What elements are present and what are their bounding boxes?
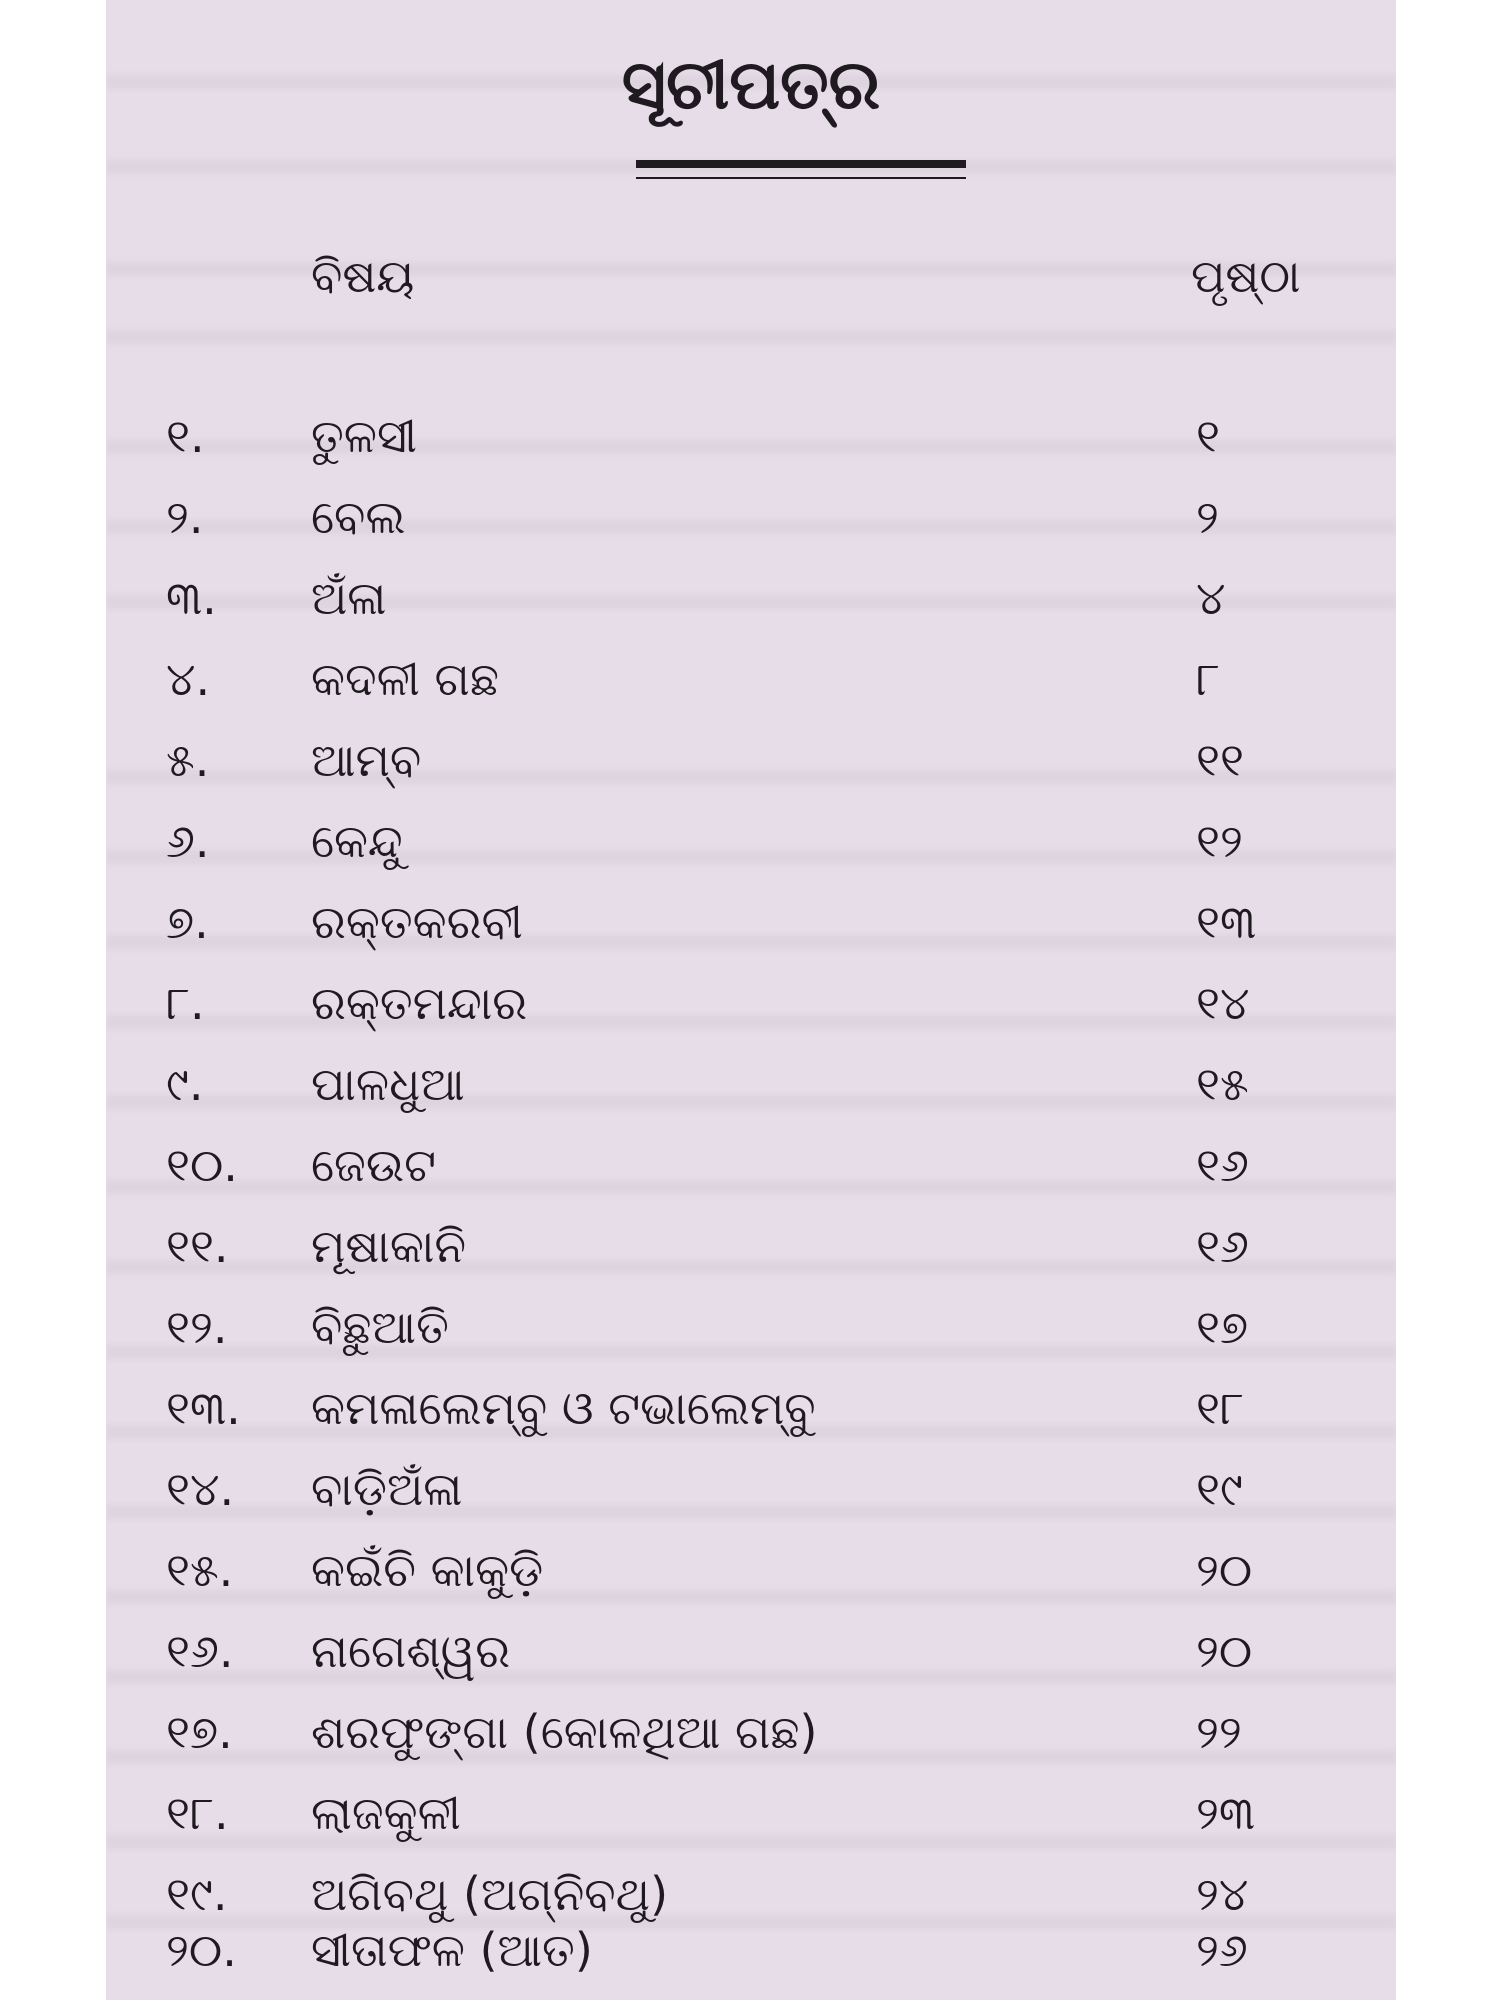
entry-subject: ପାଳଧୁଆ	[311, 1057, 465, 1111]
entry-subject: ଲାଜକୁଳୀ	[311, 1786, 461, 1840]
entry-subject: କଦଳୀ ଗଛ	[311, 652, 499, 706]
entry-page: ୧୯	[1196, 1462, 1243, 1516]
entry-page: ୧	[1196, 409, 1220, 463]
entry-subject: ରକ୍ତମନ୍ଦାର	[311, 976, 528, 1030]
page-column-header: ପୃଷ୍ଠା	[1191, 249, 1301, 303]
entry-number: ୧୨.	[166, 1300, 228, 1354]
table-header	[106, 241, 1396, 311]
entry-page: ୧୬	[1196, 1219, 1249, 1273]
entry-number: ୬.	[166, 814, 210, 868]
entry-subject: ଶରଫୁଙ୍ଗା (କୋଳଥିଆ ଗଛ)	[311, 1705, 818, 1759]
toc-entry	[106, 1697, 1396, 1767]
entry-subject: କଇଁଚି କାକୁଡ଼ି	[311, 1543, 544, 1597]
entry-number: ୧୪.	[166, 1462, 235, 1516]
toc-entry	[106, 482, 1396, 552]
entry-page: ୨୬	[1196, 1923, 1248, 1977]
entry-subject: ରକ୍ତକରବୀ	[311, 895, 523, 949]
entry-subject: ବିଛୁଆତି	[311, 1300, 449, 1354]
entry-page: ୨	[1196, 490, 1219, 544]
entry-subject: ଅଗିବଥୁ (ଅଗ୍ନିବଥୁ)	[311, 1867, 669, 1921]
entry-page: ୧୨	[1196, 814, 1243, 868]
entry-subject: ଆମ୍ବ	[311, 733, 422, 787]
toc-entry	[106, 1778, 1396, 1848]
toc-entry	[106, 1454, 1396, 1524]
entry-subject: କମଳାଲେମ୍ବୁ ଓ ଟଭାଲେମ୍ବୁ	[311, 1381, 816, 1435]
entry-page: ୧୮	[1196, 1381, 1244, 1435]
entry-number: ୧୫.	[166, 1543, 234, 1597]
entry-page: ୧୩	[1196, 895, 1257, 949]
entry-subject: ମୂଷାକାନି	[311, 1219, 467, 1273]
entry-subject: ଅଁଳା	[311, 571, 387, 625]
entry-page: ୧୬	[1196, 1138, 1249, 1192]
entry-page: ୨୪	[1196, 1867, 1249, 1921]
entry-subject: ଜେଉଟ	[311, 1138, 437, 1192]
entry-number: ୧୮.	[166, 1786, 229, 1840]
bleed-through-line	[106, 330, 1396, 344]
title-underline-thick	[636, 160, 966, 168]
entry-number: ୪.	[166, 652, 211, 706]
toc-entry	[106, 1616, 1396, 1686]
entry-number: ୨୦.	[166, 1923, 237, 1977]
toc-entry	[106, 401, 1396, 471]
entry-page: ୪	[1196, 571, 1226, 625]
entry-number: ୧୦.	[166, 1138, 238, 1192]
entry-page: ୧୫	[1196, 1057, 1249, 1111]
entry-number: ୧୯.	[166, 1867, 228, 1921]
entry-page: ୨୨	[1196, 1705, 1242, 1759]
toc-entry	[106, 563, 1396, 633]
entry-number: ୧୩.	[166, 1381, 241, 1435]
entry-subject: କେନ୍ଦୁ	[311, 814, 403, 868]
entry-subject: ସୀତାଫଳ (ଆତ)	[311, 1923, 593, 1977]
entry-page: ୨୦	[1196, 1624, 1253, 1678]
entry-subject: ତୁଳସୀ	[311, 409, 418, 463]
toc-entry	[106, 968, 1396, 1038]
toc-entry	[106, 644, 1396, 714]
entry-page: ୧୭	[1196, 1300, 1249, 1354]
entry-number: ୧୭.	[166, 1705, 233, 1759]
entry-number: ୧୧.	[166, 1219, 229, 1273]
book-page	[106, 0, 1396, 2000]
entry-page: ୨୦	[1196, 1543, 1253, 1597]
page-title: ସୂଚୀପତ୍ର	[621, 46, 881, 125]
entry-page: ୧୪	[1196, 976, 1250, 1030]
entry-page: ୧୧	[1196, 733, 1244, 787]
toc-entry	[106, 1292, 1396, 1362]
entry-subject: ନାଗେଶ୍ୱର	[311, 1624, 511, 1678]
subject-column-header: ବିଷୟ	[311, 249, 415, 303]
entry-subject: ବାଡ଼ିଅଁଳା	[311, 1462, 463, 1516]
entry-number: ୫.	[166, 733, 210, 787]
entry-number: ୨.	[166, 490, 204, 544]
entry-subject: ବେଲ	[311, 490, 406, 544]
toc-entry	[106, 725, 1396, 795]
toc-entry	[106, 1915, 1396, 1985]
entry-number: ୭.	[166, 895, 209, 949]
entry-number: ୮.	[166, 976, 205, 1030]
toc-entry	[106, 1211, 1396, 1281]
title-underline-thin	[636, 177, 966, 179]
entry-number: ୧୬.	[166, 1624, 234, 1678]
toc-entry	[106, 1130, 1396, 1200]
toc-entry	[106, 1535, 1396, 1605]
entry-number: ୯.	[166, 1057, 204, 1111]
entry-number: ୩.	[166, 571, 217, 625]
entry-page: ୨୩	[1196, 1786, 1256, 1840]
toc-entry	[106, 806, 1396, 876]
toc-entry	[106, 1049, 1396, 1119]
toc-entry	[106, 1373, 1396, 1443]
entry-number: ୧.	[166, 409, 205, 463]
entry-page: ୮	[1196, 652, 1221, 706]
toc-entry	[106, 887, 1396, 957]
